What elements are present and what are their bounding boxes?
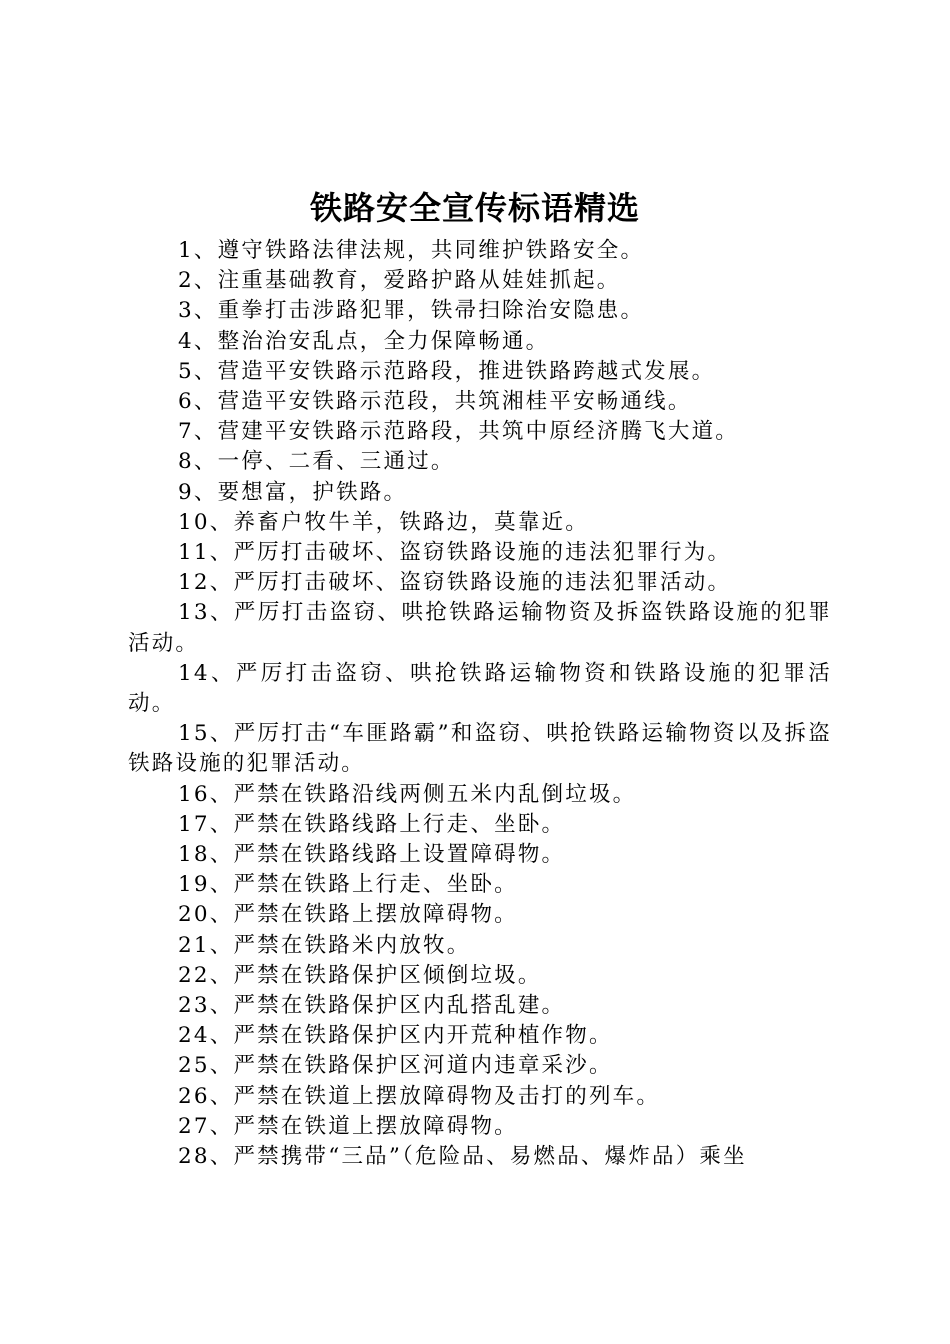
list-item: 21、严禁在铁路米内放牧。 bbox=[178, 932, 471, 958]
list-item: 11、严厉打击破坏、盗窃铁路设施的违法犯罪行为。 bbox=[178, 540, 732, 566]
list-item: 27、严禁在铁道上摆放障碍物。 bbox=[178, 1113, 518, 1139]
list-item: 7、营建平安铁路示范路段，共筑中原经济腾飞大道。 bbox=[178, 419, 739, 445]
list-item: 25、严禁在铁路保护区河道内违章采沙。 bbox=[178, 1053, 613, 1079]
list-item: 22、严禁在铁路保护区倾倒垃圾。 bbox=[178, 962, 542, 988]
list-item: 2、注重基础教育，爱路护路从娃娃抓起。 bbox=[178, 268, 621, 294]
list-item: 23、严禁在铁路保护区内乱搭乱建。 bbox=[178, 993, 566, 1019]
list-item: 5、营造平安铁路示范路段，推进铁路跨越式发展。 bbox=[178, 358, 716, 384]
list-item: 26、严禁在铁道上摆放障碍物及击打的列车。 bbox=[178, 1083, 661, 1109]
list-item: 18、严禁在铁路线路上设置障碍物。 bbox=[178, 842, 566, 868]
list-item: 28、严禁携带“三品”（危险品、易燃品、爆炸品）乘坐 bbox=[178, 1144, 747, 1170]
list-item: 13、严厉打击盗窃、哄抢铁路运输物资及拆盗铁路设施的犯罪活动。 bbox=[128, 600, 832, 656]
list-item: 20、严禁在铁路上摆放障碍物。 bbox=[178, 902, 518, 928]
list-item: 9、要想富，护铁路。 bbox=[178, 479, 408, 505]
list-item: 3、重拳打击涉路犯罪，铁帚扫除治安隐患。 bbox=[178, 298, 645, 324]
list-item: 12、严厉打击破坏、盗窃铁路设施的违法犯罪活动。 bbox=[178, 570, 732, 596]
list-item: 17、严禁在铁路线路上行走、坐卧。 bbox=[178, 811, 566, 837]
list-item: 14、严厉打击盗窃、哄抢铁路运输物资和铁路设施的犯罪活动。 bbox=[128, 660, 832, 717]
list-item: 15、严厉打击“车匪路霸”和盗窃、哄抢铁路运输物资以及拆盗铁路设施的犯罪活动。 bbox=[128, 721, 832, 777]
list-item: 1、遵守铁路法律法规，共同维护铁路安全。 bbox=[178, 238, 645, 263]
list-item: 16、严禁在铁路沿线两侧五米内乱倒垃圾。 bbox=[178, 781, 637, 807]
page-title: 铁路安全宣传标语精选 bbox=[309, 189, 640, 227]
list-item: 4、整治治安乱点，全力保障畅通。 bbox=[178, 328, 550, 354]
list-item: 6、营造平安铁路示范段，共筑湘桂平安畅通线。 bbox=[178, 389, 692, 415]
list-item: 8、一停、二看、三通过。 bbox=[178, 449, 455, 475]
list-item: 19、严禁在铁路上行走、坐卧。 bbox=[178, 872, 518, 898]
slogan-list bbox=[128, 236, 832, 1172]
list-item: 10、养畜户牧牛羊，铁路边，莫靠近。 bbox=[178, 509, 589, 535]
list-item: 24、严禁在铁路保护区内开荒种植作物。 bbox=[178, 1023, 613, 1049]
